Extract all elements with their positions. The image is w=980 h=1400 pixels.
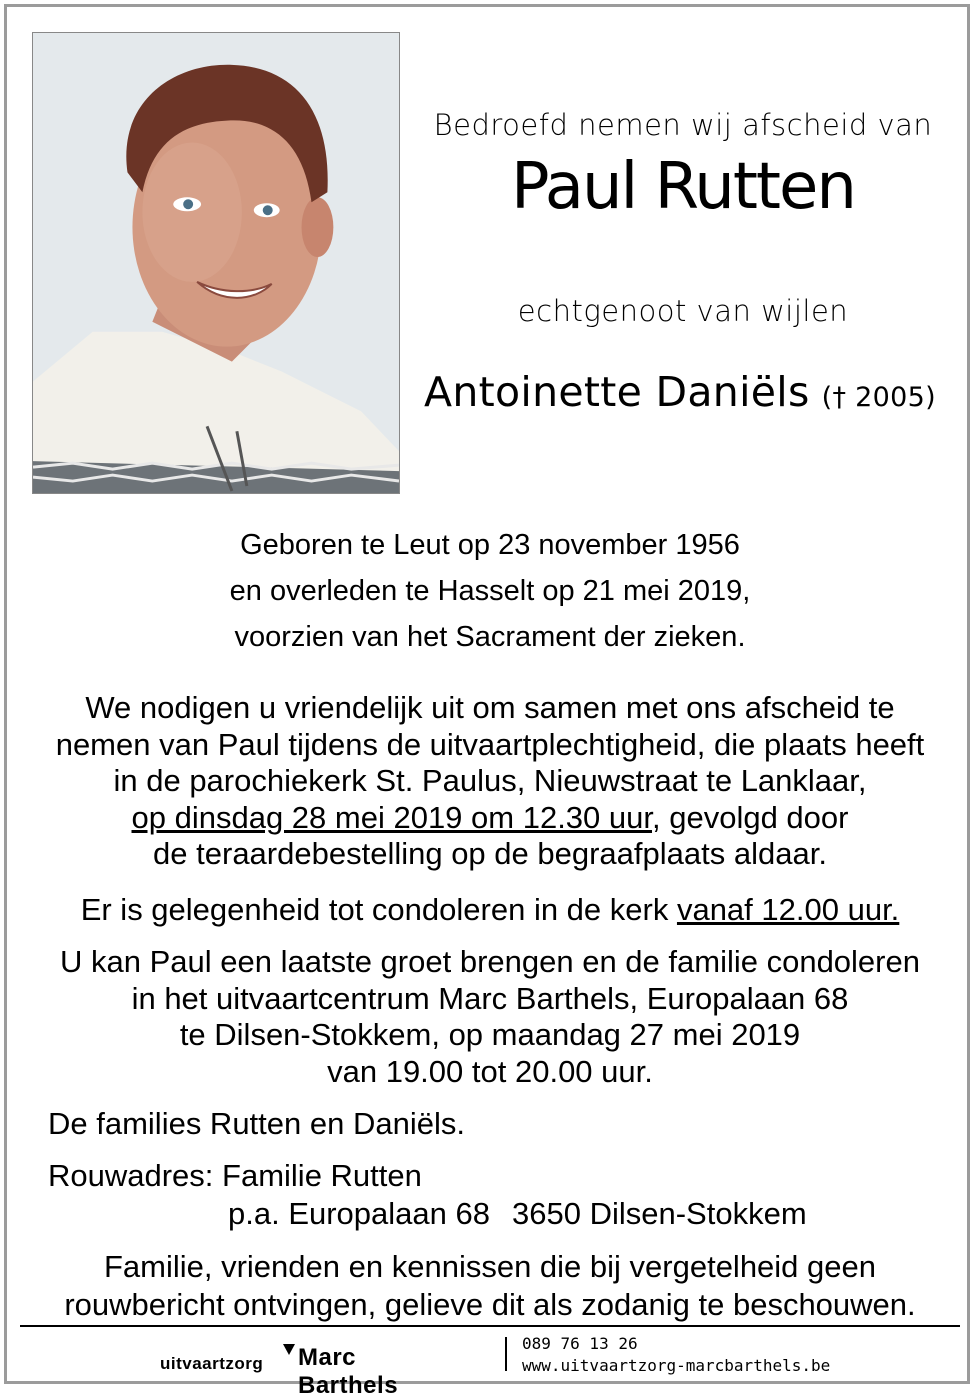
ceremony-date: op dinsdag 28 mei 2019 om 12.30 uur [131, 799, 652, 835]
ceremony-line-5: de teraardebestelling op de begraafplaats aldaar. [153, 836, 827, 871]
ceremony-paragraph [0, 690, 980, 873]
ceremony-line-2: nemen van Paul tijdens de uitvaartplechtigheid, die plaats heeft [55, 726, 925, 762]
ceremony-line-4 [0, 800, 980, 837]
intro-text: Bedroefd nemen wij afscheid van [433, 108, 933, 142]
condolence-text: Er is gelegenheid tot condoleren in de kerk [80, 892, 677, 927]
footer-website[interactable]: www.uitvaartzorg-marcbarthels.be [522, 1356, 831, 1375]
ceremony-line-1: We nodigen u vriendelijk uit om samen met ons afscheid te [85, 690, 895, 725]
brand-small-text: uitvaartzorg [160, 1354, 264, 1373]
closing-paragraph [0, 1248, 980, 1324]
visit-line-2: in het uitvaartcentrum Marc Barthels, Europalaan 68 [131, 980, 849, 1016]
visit-line-1: U kan Paul een laatste groet brengen en de familie condoleren [60, 944, 920, 979]
condolence-line [0, 892, 980, 928]
spouse-death-note: († 2005) [821, 382, 936, 413]
birth-death-paragraph [0, 522, 980, 660]
ceremony-line-4-rest: , gevolgd door [652, 799, 849, 835]
spouse-name: Antoinette Daniëls [424, 368, 810, 416]
mourning-address [228, 1196, 807, 1232]
footer-phone: 089 76 13 26 [522, 1334, 638, 1353]
condolence-time: vanaf 12.00 uur. [676, 892, 900, 927]
visit-line-4: van 19.00 tot 20.00 uur. [327, 1053, 653, 1089]
sacrament-line: voorzien van het Sacrament der zieken. [234, 621, 746, 653]
portrait-photo [32, 32, 400, 494]
closing-line-1: Familie, vrienden en kennissen die bij vergetelheid geen [103, 1249, 877, 1284]
triangle-icon [283, 1344, 295, 1355]
birth-line: Geboren te Leut op 23 november 1956 [240, 529, 740, 561]
families-signoff: De families Rutten en Daniëls. [48, 1106, 465, 1141]
spouse-label: echtgenoot van wijlen [517, 294, 849, 328]
address-street: p.a. Europalaan 68 [228, 1196, 490, 1231]
footer-separator [505, 1337, 507, 1371]
visit-paragraph [0, 944, 980, 1090]
brand-name: Marc Barthels [298, 1344, 399, 1399]
ceremony-line-3: in de parochiekerk St. Paulus, Nieuwstraat te Lanklaar, [113, 763, 867, 798]
death-line: en overleden te Hasselt op 21 mei 2019, [229, 575, 751, 607]
closing-line-2: rouwbericht ontvingen, gelieve dit als zodanig te beschouwen. [64, 1287, 916, 1322]
spouse-line [424, 368, 936, 416]
deceased-name: Paul Rutten [511, 150, 855, 224]
address-city: 3650 Dilsen-Stokkem [512, 1196, 807, 1231]
mourning-address-label: Rouwadres: Familie Rutten [48, 1158, 422, 1193]
footer-divider [20, 1325, 960, 1327]
visit-line-3: te Dilsen-Stokkem, op maandag 27 mei 2019 [179, 1017, 801, 1052]
